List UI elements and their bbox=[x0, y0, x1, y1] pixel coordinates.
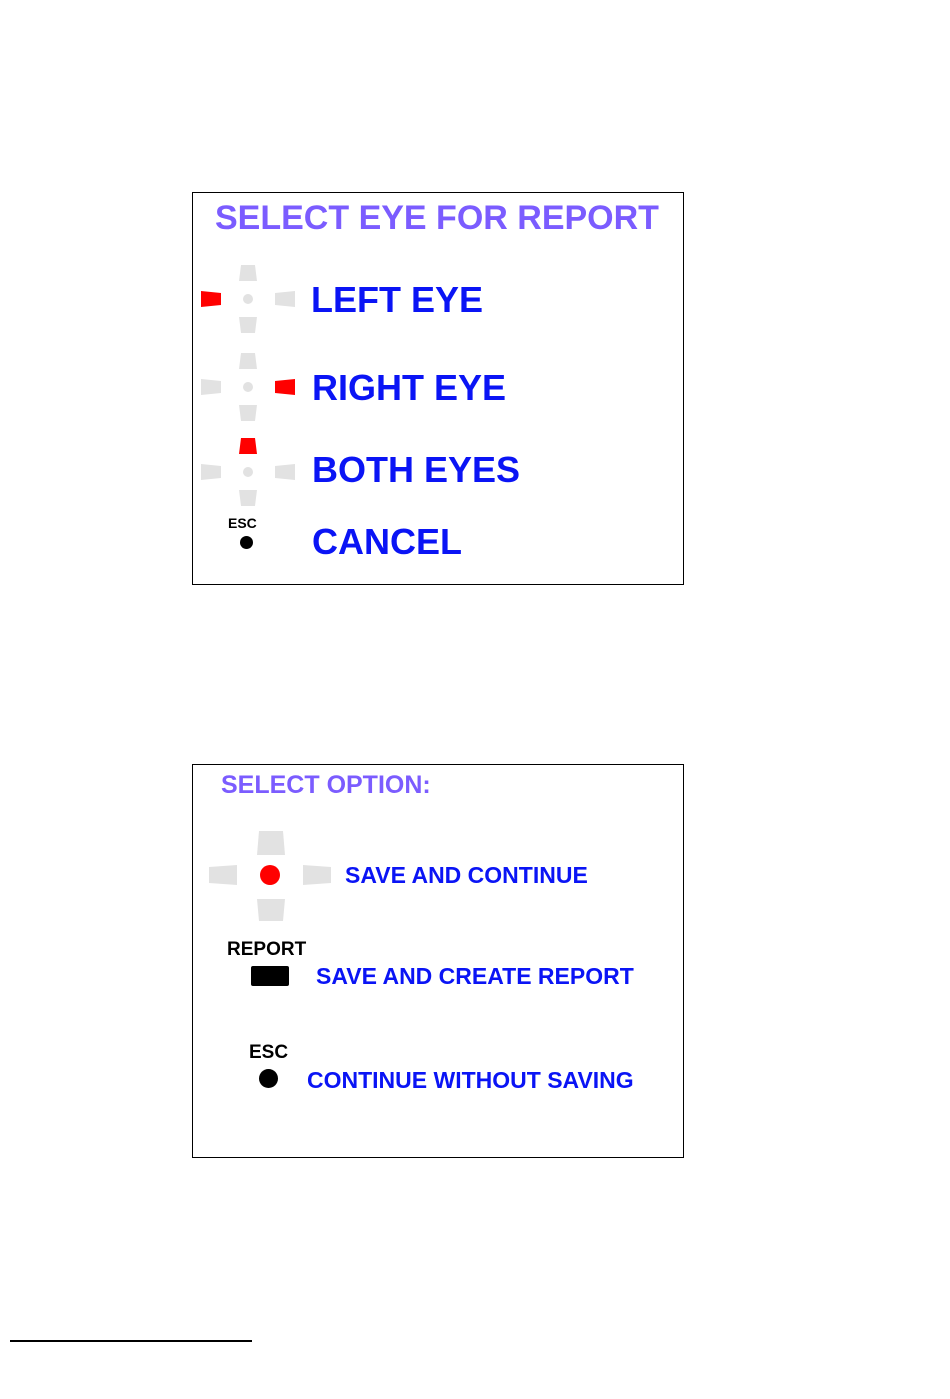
option-cancel[interactable]: CANCEL bbox=[312, 521, 462, 562]
option-left-eye[interactable]: LEFT EYE bbox=[311, 279, 484, 320]
option-right-eye[interactable]: RIGHT EYE bbox=[312, 367, 507, 408]
esc-key-label: ESC bbox=[249, 1042, 289, 1063]
option-save-and-create-report[interactable]: SAVE AND CREATE REPORT bbox=[316, 963, 634, 989]
select-eye-dialog bbox=[192, 192, 684, 585]
select-option-dialog bbox=[192, 764, 684, 1158]
footnote-divider bbox=[10, 1340, 252, 1342]
option-continue-without-saving[interactable]: CONTINUE WITHOUT SAVING bbox=[307, 1067, 634, 1093]
dpad-left-highlight-icon bbox=[199, 263, 295, 335]
esc-key-icon bbox=[240, 536, 253, 549]
dpad-right-highlight-icon bbox=[199, 351, 295, 423]
option-both-eyes[interactable]: BOTH EYES bbox=[312, 449, 521, 490]
option-save-and-continue[interactable]: SAVE AND CONTINUE bbox=[345, 862, 588, 888]
dialog-title: SELECT EYE FOR REPORT bbox=[215, 199, 659, 237]
dpad-up-highlight-icon bbox=[199, 436, 295, 508]
report-key-icon bbox=[251, 966, 289, 986]
dialog-title: SELECT OPTION: bbox=[221, 771, 431, 799]
esc-key-icon bbox=[259, 1069, 278, 1088]
dpad-center-highlight-icon bbox=[207, 829, 333, 923]
esc-key-label: ESC bbox=[228, 515, 257, 531]
report-key-label: REPORT bbox=[227, 939, 307, 960]
